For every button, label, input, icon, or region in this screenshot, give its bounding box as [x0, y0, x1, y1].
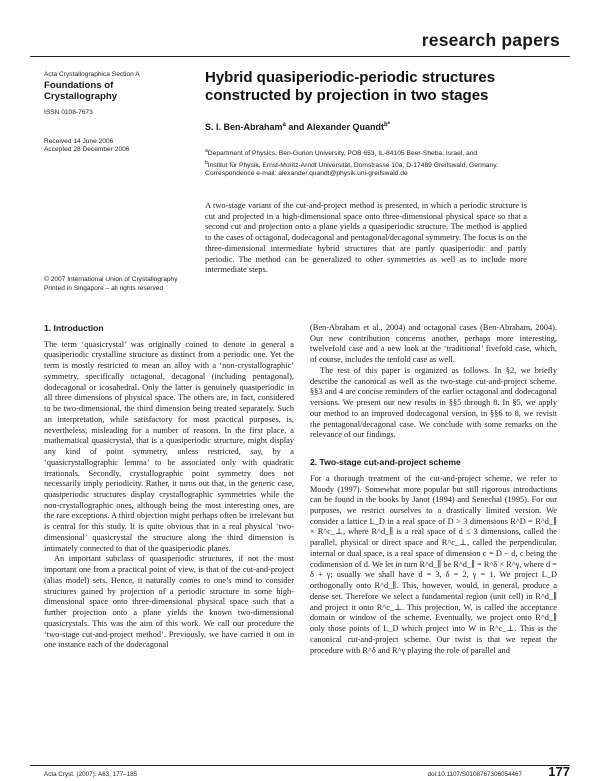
section-heading-introduction: 1. Introduction	[44, 323, 104, 333]
journal-name	[44, 80, 164, 102]
page-number: 177	[548, 764, 570, 779]
abstract: A two-stage variant of the cut-and-project method is presented, in which a periodic structure is cut and projected in a high-dimensional space onto three-dimensional physical space so that a second cut and projection onto a plane yields a quasiperiodic structure. The method is applied to the cases of octagonal, dodecagonal and pentagonal/decagonal symmetry. The focus is on the three-dimensional intermediate hybrid structures that are partly quasiperiodic and partly periodic. The method can be generalized to other symmetries as well as to include more intermediate steps.	[205, 201, 527, 275]
printed-note: Printed in Singapore – all rights reserved	[44, 285, 164, 292]
author-2: and Alexander Quandt	[285, 122, 385, 132]
affiliation-b-sup: b	[205, 159, 208, 166]
issn: ISSN 0108-7673	[44, 109, 93, 116]
footer-rule	[30, 765, 570, 766]
affiliation-a-sup: a	[205, 148, 208, 154]
right-column	[310, 323, 557, 656]
footer-citation: Acta Cryst. (2007). A63, 177–185	[44, 771, 138, 778]
footer-doi: doi:10.1107/S0108767306054467	[427, 771, 522, 778]
accepted-date: Accepted 28 December 2006	[44, 146, 130, 153]
section-heading-two-stage: 2. Two-stage cut-and-project scheme	[310, 457, 461, 468]
title-line2: constructed by projection in two stages	[205, 86, 489, 104]
intro-paragraph-4: The rest of this paper is organized as follows. In §2, we briefly describe the canonical as well as the two-stage cut-and-project scheme. §§3 and 4 are concise reminders of the earlier octagonal and dodecagonal versions. We present our new results in §§5 through 8. In §5, we apply our method to an improved dodecagonal version, in §§6 to 8, we revisit the pentagonal/decagonal case. We conclude with some remarks on the relevance of our findings.	[310, 365, 557, 440]
author-1: S. I. Ben-Abraham	[205, 122, 283, 132]
header-rule	[30, 56, 570, 57]
affiliation-a: $^a$Department of Physics, Ben-Gurion University, POB 653, IL-84105 Beer-Sheba, Israel, and	[205, 148, 478, 158]
intro-paragraph-3: (Ben-Abraham et al., 2004) and octagonal cases (Ben-Abraham, 2004). Our new contribution concerns another, perhaps more interesting, twelvefold case and a new look at the ‘traditional’ fivefold case, which, of course, includes the tenfold case as well.	[310, 323, 557, 365]
left-column	[44, 323, 294, 651]
author-list	[205, 122, 390, 132]
journal-section: Acta Crystallographica Section A	[44, 71, 140, 78]
intro-paragraph-2: An important subclass of quasiperiodic structures, if not the most important one from a practical point of view, is that of the cut-and-project (alias model) sets. Hence, it naturally comes to one’s mind to consider structures gained by projection of a periodic structure in some high-dimensional space onto three-dimensional physical space such that a further projection onto a plane yields the known two-dimensional quasicrystals. This was the aim of this work. We call our procedure the ‘two-stage cut-and-project method’. Previously, we have carried it out in one instance each of the dodecagonal	[44, 554, 294, 650]
title-line1: Hybrid quasiperiodic-periodic structures	[205, 69, 496, 86]
author-2-sup: b*	[384, 122, 391, 128]
affiliations	[205, 147, 565, 179]
article-title	[205, 69, 535, 104]
received-date: Received 14 June 2006	[44, 138, 114, 145]
running-header: research papers	[421, 30, 560, 50]
copyright: © 2007 International Union of Crystallography	[44, 276, 178, 283]
section2-paragraph-1: For a thorough treatment of the cut-and-project scheme, we refer to Moody (1997). Somewhat more popular but still rigorous introductions can be found in the books by Janot (1994) and Senechal (1995). For our purposes, we restrict ourselves to a drastically limited version. We consider a lattice L_D in a real space of D > 3 dimensions R^D = R^d_∥ × R^c_⊥, where R^d_∥ is a real space of d ≤ 3 dimensions, called the parallel, physical or direct space and R^c_⊥, called the perpendicular, internal or dual space, is a real space of dimension c = D − d, c being the codimension of d. We let in turn R^d_∥ be R^d_∥ = R^δ × R^γ, where d = δ + γ; usually we shall have d = 3, δ = 2, γ = 1. We project L_D orthogonally onto R^d_∥. This, however, would, in general, produce a dense set. Therefore we select a fundamental region (unit cell) in R^d_∥ and project it onto R^c_⊥. This projection, W, is called the acceptance domain or window of the scheme. Eventually, we project onto R^d_∥ only those points of L_D which project into W in R^c_⊥. This is the canonical cut-and-project scheme. Our twist is that we repeat the procedure with R^δ and R^γ playing the role of parallel and	[310, 473, 557, 655]
affiliation-b: $^b$Institut für Physik, Ernst-Moritz-Arndt Universität, Domstrasse 10a, D-17489 Greifswald, Germany.	[205, 159, 498, 169]
intro-paragraph-1: The term ‘quasicrystal’ was originally coined to denote in general a quasiperiodic crystalline structure as distinct from a periodic one. Yet the term is mostly restricted to mean an alloy with a ‘non-crystallographic’ symmetry, specifically octagonal, decagonal (including pentagonal), dodecagonal or icosahedral. Only the latter is genuinely quasiperiodic in all three dimensions of physical space. The others are, in fact, considered to be two-dimensional, the third dimension being treated separately. Such an interpretation, while satisfactory for most practical purposes, is, nevertheless, misleading for a number of reasons. In the first place, a mathematical quasicrystal, that is a quasiperiodic structure, might display any kind of point symmetry, unless restricted, say, by a ‘quasicrystallographic lemma’ to be associated only with quadratic irrationals. Secondly, crystallographic point symmetry does not necessarily imply periodicity. Rather, it turns out that, in the generic case, quasiperiodic structures display crystallographic symmetries while the non-crystallographic ones, although being the most interesting ones, are the rare exceptions. A third objection might perhaps often be irrelevant but is central for this study. It is quite obvious that in a real physical ‘two-dimensional’ quasicrystal the structure along the third dimension is intimately connected to that of the quasiperiodic planes.	[44, 339, 294, 553]
journal-name-line2: Crystallography	[44, 91, 118, 102]
author-1-sup: a	[282, 122, 286, 128]
journal-name-line1: Foundations of	[44, 80, 114, 91]
correspondence-email: Correspondence e-mail: alexander.quandt@physik.uni-greifswald.de	[205, 170, 408, 178]
